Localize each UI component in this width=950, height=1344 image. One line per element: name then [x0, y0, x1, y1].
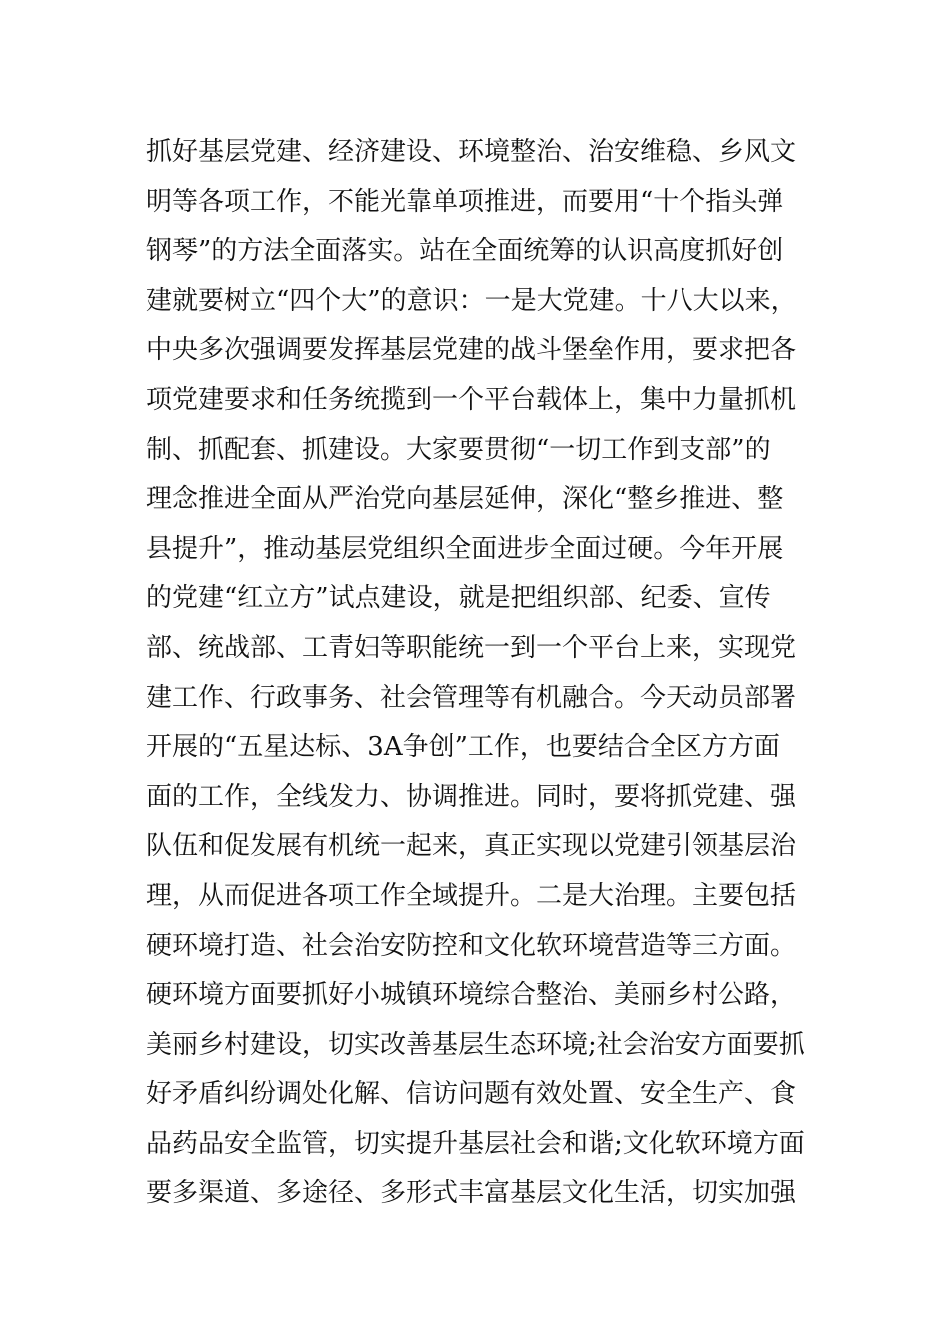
text-line-6: 项党建要求和任务统揽到一个平台载体上，集中力量抓机 — [146, 384, 797, 415]
text-line-7: 制、抓配套、抓建设。大家要贯彻“一切工作到支部”的 — [146, 434, 771, 465]
text-line-16: 理，从而促进各项工作全域提升。二是大治理。主要包括 — [146, 880, 797, 911]
text-line-13: 开展的“五星达标、3A争创”工作，也要结合全区方方面 — [146, 732, 780, 763]
text-line-2: 明等各项工作，不能光靠单项推进，而要用“十个指头弹 — [146, 186, 784, 217]
text-line-1: 抓好基层党建、经济建设、环境整治、治安维稳、乡风文 — [146, 137, 797, 167]
text-line-10: 的党建“红立方”试点建设，就是把组织部、纪委、宣传 — [146, 583, 771, 614]
text-line-17: 硬环境打造、社会治安防控和文化软环境营造等三方面。 — [146, 930, 797, 961]
text-line-5: 中央多次强调要发挥基层党建的战斗堡垒作用，要求把各 — [146, 335, 797, 366]
text-line-8: 理念推进全面从严治党向基层延伸，深化“整乡推进、整 — [146, 484, 784, 515]
text-line-11: 部、统战部、工青妇等职能统一到一个平台上来，实现党 — [146, 632, 797, 663]
text-line-14: 面的工作，全线发力、协调推进。同时，要将抓党建、强 — [146, 781, 797, 812]
text-line-4: 建就要树立“四个大”的意识：一是大党建。十八大以来， — [146, 285, 797, 316]
text-line-21: 品药品安全监管，切实提升基层社会和谐;文化软环境方面 — [146, 1128, 805, 1159]
text-line-3: 钢琴”的方法全面落实。站在全面统筹的认识高度抓好创 — [146, 236, 784, 267]
text-line-18: 硬环境方面要抓好小城镇环境综合整治、美丽乡村公路， — [146, 980, 797, 1011]
text-line-9: 县提升”，推动基层党组织全面进步全面过硬。今年开展 — [146, 533, 784, 564]
text-line-12: 建工作、行政事务、社会管理等有机融合。今天动员部署 — [146, 682, 797, 713]
text-line-15: 队伍和促发展有机统一起来，真正实现以党建引领基层治 — [146, 831, 797, 862]
text-line-22: 要多渠道、多途径、多形式丰富基层文化生活，切实加强 — [146, 1178, 797, 1209]
body-text — [146, 128, 806, 1219]
text-line-19: 美丽乡村建设，切实改善基层生态环境;社会治安方面要抓 — [146, 1029, 805, 1060]
text-line-20: 好矛盾纠纷调处化解、信访问题有效处置、安全生产、食 — [146, 1079, 797, 1110]
